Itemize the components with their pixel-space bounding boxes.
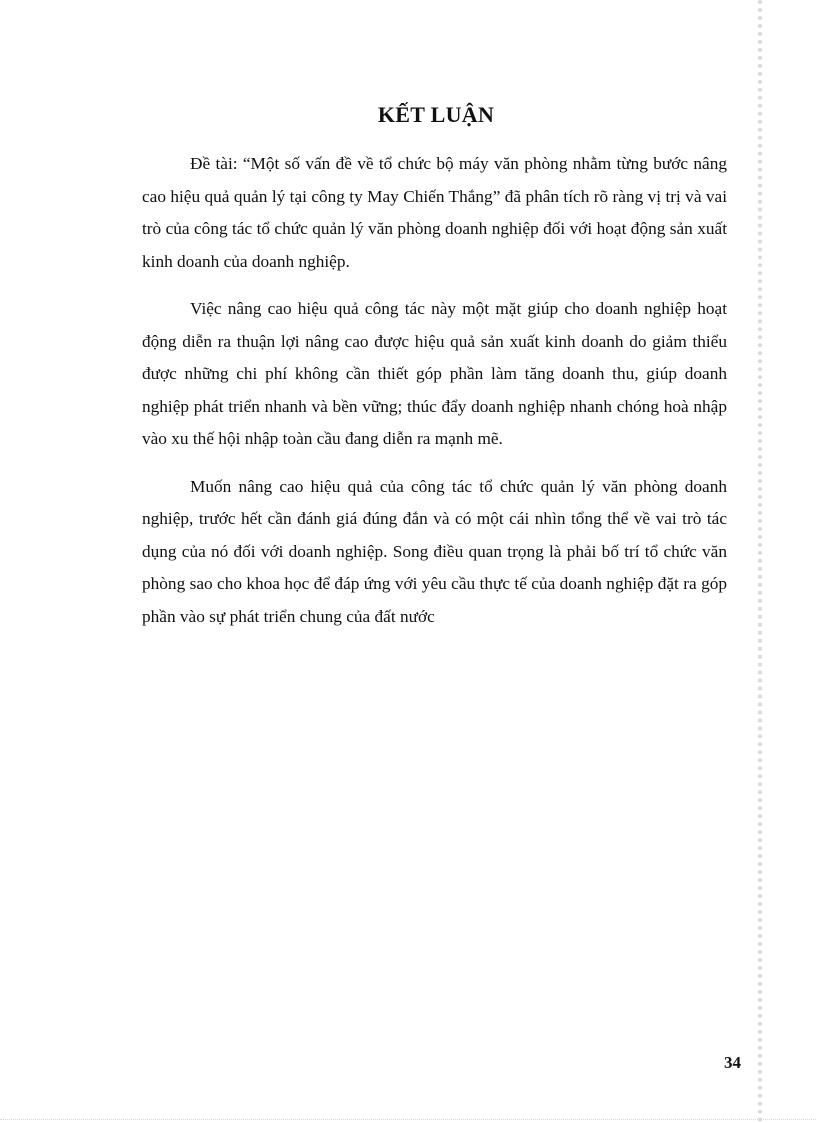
- paragraph-recommendation: Muốn nâng cao hiệu quả của công tác tổ chức quản lý văn phòng doanh nghiệp, trước hết cần đánh giá đúng đắn và có một cái nhìn tổng thể về vai trò tác dụng của nó đối với doanh nghiệp. Song điều quan trọng là phải bố trí tổ chức văn phòng sao cho khoa học để đáp ứng với yêu cầu thực tế của doanh nghiệp đặt ra góp phần vào sự phát triển chung của đất nước: [142, 476, 727, 626]
- paragraph-benefits: Việc nâng cao hiệu quả công tác này một mặt giúp cho doanh nghiệp hoạt động diễn ra thuận lợi nâng cao được hiệu quả sản xuất kinh doanh do giảm thiểu được những chi phí không cần thiết góp phần làm tăng doanh thu, giúp doanh nghiệp phát triển nhanh và bền vững; thúc đẩy doanh nghiệp nhanh chóng hoà nhập vào xu thế hội nhập toàn cầu đang diễn ra mạnh mẽ.: [142, 299, 727, 448]
- page-title: KẾT LUẬN: [377, 102, 495, 127]
- page-border-bottom: [0, 1119, 816, 1120]
- paragraph-topic: Đề tài: “Một số vấn đề về tổ chức bộ máy văn phòng nhằm từng bước nâng cao hiệu quả quản lý tại công ty May Chiến Thắng” đã phân tích rõ ràng vị trị và vai trò của công tác tổ chức quản lý văn phòng doanh nghiệp đối với hoạt động sản xuất kinh doanh của doanh nghiệp.: [142, 154, 727, 271]
- page-number: 34: [724, 1053, 741, 1072]
- page-border-right: [758, 0, 762, 1123]
- document-body: [142, 148, 727, 648]
